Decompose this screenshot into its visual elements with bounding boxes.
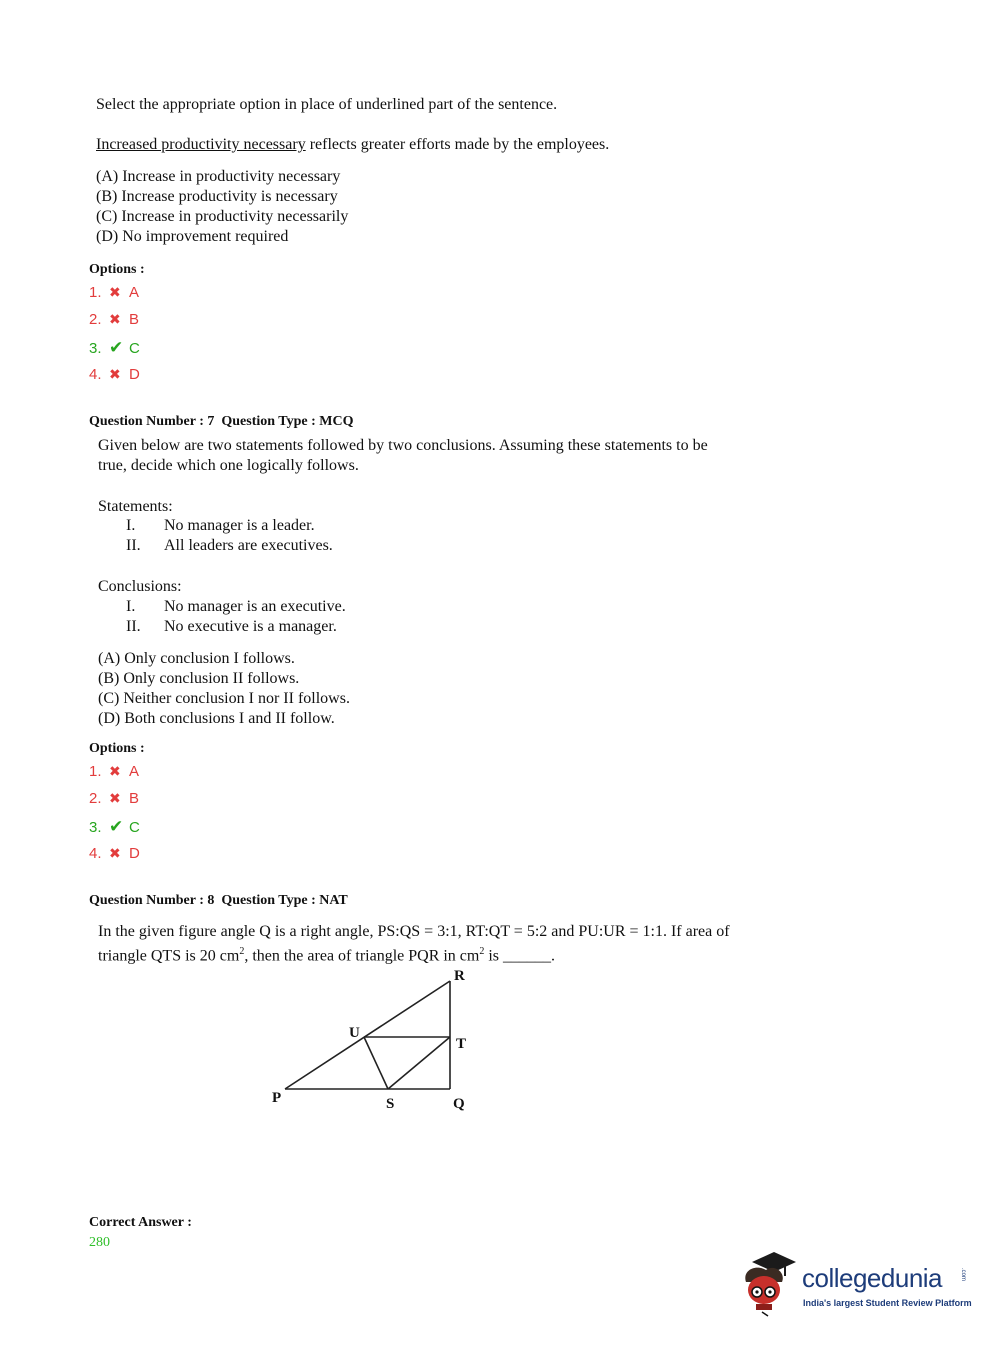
q7-options-label: Options : [89, 741, 145, 756]
q7-choice-a: (A) Only conclusion I follows. [98, 650, 295, 667]
logo-name: collegedunia [802, 1263, 943, 1293]
q6-choice-d: (D) No improvement required [96, 228, 289, 245]
label-u: U [349, 1025, 360, 1041]
cross-icon: ✖ [109, 845, 121, 861]
check-icon: ✔ [109, 338, 124, 357]
q6-choices [96, 167, 348, 247]
mascot-logo-icon [740, 1250, 802, 1318]
q6-answer-4: 4. ✖ D [89, 366, 140, 383]
q6-sentence-rest: reflects greater efforts made by the employees. [305, 136, 610, 153]
q6-choice-a: (A) Increase in productivity necessary [96, 168, 341, 185]
check-icon: ✔ [109, 817, 124, 836]
line-pr [285, 981, 450, 1089]
q7-header: Question Number : 7 Question Type : MCQ [89, 414, 354, 429]
q7-statement-2: II. All leaders are executives. [126, 537, 333, 554]
q7-statements-label: Statements: [98, 498, 173, 515]
q7-conclusion-2: II. No executive is a manager. [126, 618, 337, 635]
q7-answer-2: 2. ✖ B [89, 790, 140, 807]
q8-text-line1: In the given figure angle Q is a right angle, PS:QS = 3:1, RT:QT = 5:2 and PU:UR = 1:1. If area of [98, 923, 730, 940]
q7-answer-4: 4. ✖ D [89, 845, 140, 862]
q7-choice-c: (C) Neither conclusion I nor II follows. [98, 690, 350, 707]
cross-icon: ✖ [109, 366, 121, 382]
q7-choice-d: (D) Both conclusions I and II follow. [98, 710, 335, 727]
q6-underlined-part: Increased productivity necessary [96, 136, 306, 153]
q6-choice-b: (B) Increase productivity is necessary [96, 188, 338, 205]
q7-statement-1: I. No manager is a leader. [126, 517, 315, 534]
label-r: R [454, 968, 465, 984]
label-t: T [456, 1036, 467, 1052]
line-st [388, 1037, 450, 1089]
q6-options-label: Options : [89, 262, 145, 277]
label-s: S [386, 1096, 395, 1112]
q7-choices [98, 649, 350, 729]
q6-answer-2: 2. ✖ B [89, 311, 140, 328]
q6-answer-3: 3. ✔ C [89, 338, 140, 357]
correct-answer-label: Correct Answer : [89, 1215, 192, 1230]
q7-conclusions-label: Conclusions: [98, 578, 182, 595]
cross-icon: ✖ [109, 763, 121, 779]
logo-dotcom: .com [960, 1268, 966, 1282]
q7-conclusion-1: I. No manager is an executive. [126, 598, 346, 615]
q7-text-line2: true, decide which one logically follows. [98, 457, 359, 474]
logo-tagline: India's largest Student Review Platform [803, 1298, 972, 1308]
q6-instruction: Select the appropriate option in place of underlined part of the sentence. [96, 96, 558, 113]
cross-icon: ✖ [109, 790, 121, 806]
q8-header: Question Number : 8 Question Type : NAT [89, 893, 348, 908]
q6-answer-1: 1. ✖ A [89, 284, 140, 301]
label-q: Q [453, 1096, 465, 1112]
q7-choice-b: (B) Only conclusion II follows. [98, 670, 300, 687]
label-p: P [272, 1090, 282, 1106]
correct-answer-value: 280 [89, 1235, 110, 1250]
q8-text-line2: triangle QTS is 20 $cm^2$, then the area of triangle PQR in $cm^2$ is ______. [98, 946, 556, 965]
cross-icon: ✖ [109, 284, 121, 300]
q6-choice-c: (C) Increase in productivity necessarily [96, 208, 349, 225]
q7-answer-3: 3. ✔ C [89, 817, 140, 836]
line-us [364, 1037, 388, 1089]
q7-answer-1: 1. ✖ A [89, 763, 140, 780]
triangle-figure [260, 962, 480, 1122]
q7-text-line1: Given below are two statements followed by two conclusions. Assuming these statements to be [98, 437, 708, 454]
cross-icon: ✖ [109, 311, 121, 327]
q6-sentence [96, 135, 609, 155]
